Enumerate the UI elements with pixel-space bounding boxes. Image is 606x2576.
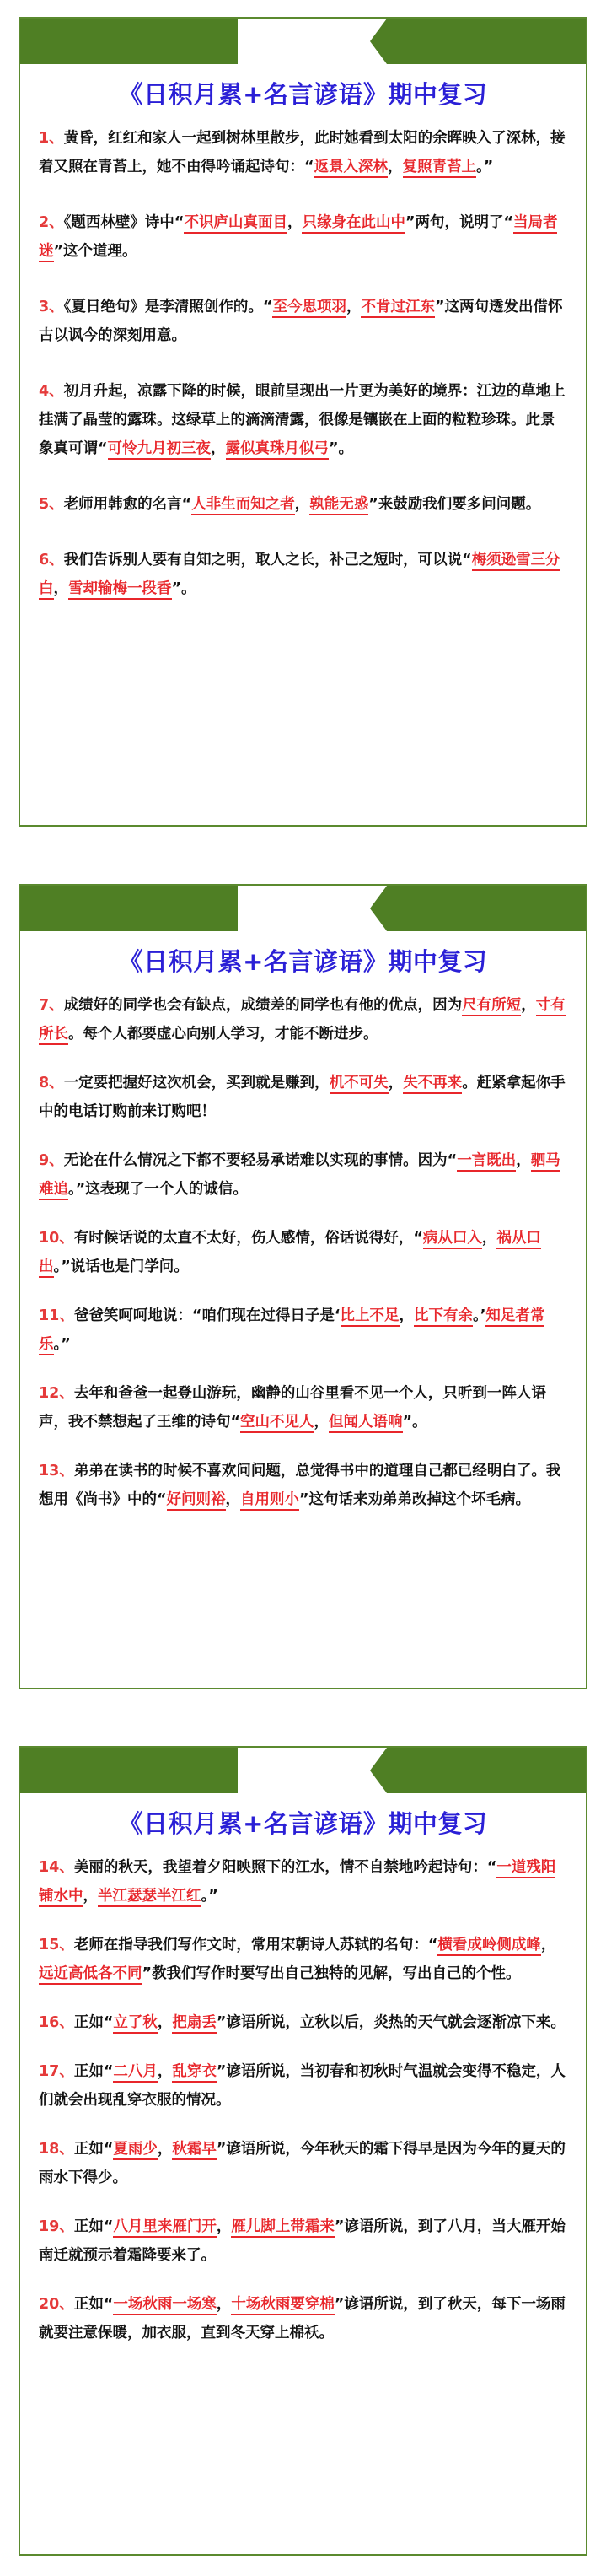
item-text: 。” [53, 1336, 71, 1353]
review-item [39, 1301, 566, 1359]
item-text: 《题西林壁》诗中“ [63, 214, 185, 231]
banner-notch [370, 19, 404, 64]
item-text: ”来鼓励我们要多问问题。 [368, 496, 541, 513]
review-item [39, 2057, 566, 2115]
item-text: ”谚语所说，立秋以后，炎热的天气就会逐渐凉下来。 [216, 2014, 566, 2031]
card-banner [20, 886, 586, 931]
item-text: 。”这表现了一个人的诚信。 [68, 1181, 248, 1198]
answer-highlight: 驷马难追 [39, 1152, 560, 1200]
review-item [39, 1224, 566, 1281]
item-number: 7、 [39, 997, 64, 1014]
item-number: 13、 [39, 1463, 74, 1479]
item-text: ， [157, 2063, 173, 2080]
item-text: 。每个人都要虚心向别人学习，才能不断进步。 [68, 1026, 378, 1043]
item-text: ， [157, 2014, 173, 2031]
item-text: ”。 [402, 1414, 427, 1431]
item-number: 5、 [39, 496, 64, 513]
review-item [39, 2135, 566, 2192]
item-text: ”两句，说明了“ [405, 214, 513, 231]
item-text: ， [540, 1937, 556, 1954]
item-text: ， [225, 1491, 241, 1508]
answer-highlight: 露似真珠月似弓 [226, 440, 330, 460]
review-item [39, 1146, 566, 1204]
review-card-1 [19, 17, 587, 827]
banner-tab [238, 886, 370, 931]
item-text: 黄昏，红红和家人一起到树林里散步，此时她看到太阳的余晖映入了深林，接着又照在青苔上，她不由得吟诵起诗句：“ [39, 130, 566, 175]
answer-highlight: 当局者迷 [39, 214, 557, 262]
answer-highlight: 失不再来 [403, 1075, 462, 1094]
item-text: 有时候话说的太直不太好，伤人感情，俗话说得好，“ [73, 1230, 423, 1247]
review-item [39, 490, 566, 519]
item-text: ， [216, 2218, 232, 2235]
item-number: 10、 [39, 1230, 74, 1247]
answer-highlight: 雪却输梅一段香 [68, 580, 172, 600]
item-text: 无论在什么情况之下都不要轻易承诺难以实现的事情。因为“ [63, 1152, 458, 1169]
item-text: ， [346, 299, 362, 315]
item-number: 3、 [39, 299, 64, 315]
item-text: ”。 [171, 580, 196, 597]
answer-highlight: 远近高低各不同 [39, 1965, 142, 1985]
item-number: 15、 [39, 1937, 74, 1954]
item-text: ， [388, 159, 403, 175]
answer-highlight: 不识庐山真面目 [184, 214, 287, 234]
item-text: 。”说话也是门学问。 [53, 1258, 189, 1275]
item-text: ”谚语所说，到了八月，当大雁开始南迁就预示着霜降要来了。 [39, 2218, 566, 2264]
item-text: ， [216, 2296, 232, 2313]
item-text: 正如“ [73, 2296, 114, 2313]
answer-highlight: 不肯过江东 [361, 299, 435, 318]
banner-notch [370, 1748, 404, 1793]
answer-highlight: 机不可失 [330, 1075, 389, 1094]
card-items [20, 1853, 586, 2347]
answer-highlight: 十场秋雨要穿棉 [231, 2296, 335, 2315]
item-text: 美丽的秋天，我望着夕阳映照下的江水，情不自禁地吟起诗句：“ [73, 1859, 497, 1876]
item-text: 弟弟在读书的时候不喜欢问问题，总觉得书中的道理自己都已经明白了。我想用《尚书》中的“ [39, 1463, 561, 1508]
card-title: 《日积月累+名言谚语》期中复习 [118, 947, 488, 976]
review-item [39, 2212, 566, 2270]
card-banner [20, 19, 586, 64]
item-number: 1、 [39, 130, 64, 147]
answer-highlight: 乱穿衣 [172, 2063, 217, 2083]
answer-highlight: 好问则裕 [167, 1491, 226, 1511]
answer-highlight: 立了秋 [113, 2014, 158, 2034]
item-number: 6、 [39, 552, 64, 569]
answer-highlight: 寸有所长 [39, 997, 566, 1045]
answer-highlight: 知足者常乐 [39, 1307, 544, 1355]
answer-highlight: 八月里来雁门开 [113, 2218, 217, 2238]
item-text: ”。 [329, 440, 354, 457]
item-text: ， [287, 214, 303, 231]
item-text: 初月升起，凉露下降的时候，眼前呈现出一片更为美好的境界：江边的草地上挂满了晶莹的露珠。这绿草上的滴滴清露，很像是镶嵌在上面的粒粒珍珠。此景象真可谓“ [39, 383, 566, 457]
item-text: 《夏日绝句》是李清照创作的。“ [63, 299, 273, 315]
item-number: 20、 [39, 2296, 74, 2313]
answer-highlight: 返景入深林 [314, 159, 389, 178]
review-item [39, 1853, 566, 1910]
item-text: ， [83, 1888, 98, 1905]
item-text: ， [53, 580, 68, 597]
card-title: 《日积月累+名言谚语》期中复习 [118, 80, 488, 109]
card-items [20, 991, 586, 1514]
answer-highlight: 孰能无惑 [309, 496, 368, 515]
item-text: ， [481, 1230, 497, 1247]
answer-highlight: 把扇丢 [172, 2014, 217, 2034]
answer-highlight: 秋霜早 [172, 2141, 217, 2160]
answer-highlight: 至今思项羽 [272, 299, 346, 318]
item-text: 。” [201, 1888, 218, 1905]
item-number: 17、 [39, 2063, 74, 2080]
review-item [39, 991, 566, 1048]
card-banner [20, 1748, 586, 1793]
item-text: 一定要把握好这次机会，买到就是赚到， [63, 1075, 330, 1091]
item-text: 成绩好的同学也会有缺点，成绩差的同学也有他的优点，因为 [63, 997, 463, 1014]
review-item [39, 546, 566, 603]
item-number: 12、 [39, 1385, 74, 1402]
item-text: ， [521, 997, 536, 1014]
item-text: 老师在指导我们写作文时，常用宋朝诗人苏轼的名句：“ [73, 1937, 438, 1954]
item-number: 4、 [39, 383, 64, 400]
item-text: 。” [476, 159, 494, 175]
item-text: 我们告诉别人要有自知之明，取人之长，补己之短时，可以说“ [63, 552, 472, 569]
review-item [39, 377, 566, 463]
review-item [39, 208, 566, 266]
answer-highlight: 祸从口出 [39, 1230, 541, 1278]
answer-highlight: 人非生而知之者 [191, 496, 295, 515]
answer-highlight: 比上不足 [341, 1307, 400, 1327]
banner-notch [370, 886, 404, 931]
item-text: 。赶紧拿起你手中的电话订购前来订购吧！ [39, 1075, 566, 1120]
item-text: ”谚语所说，到了秋天，每下一场雨就要注意保暖，加衣服，直到冬天穿上棉袄。 [39, 2296, 566, 2342]
answer-highlight: 雁儿脚上带霜来 [231, 2218, 335, 2238]
item-text: ”谚语所说，今年秋天的霜下得早是因为今年的夏天的雨水下得少。 [39, 2141, 566, 2186]
review-item [39, 1379, 566, 1436]
item-number: 16、 [39, 2014, 74, 2031]
item-number: 2、 [39, 214, 64, 231]
review-item [39, 2290, 566, 2347]
answer-highlight: 病从口入 [423, 1230, 482, 1249]
answer-highlight: 一场秋雨一场寒 [113, 2296, 217, 2315]
banner-tab [238, 1748, 370, 1793]
item-text: ， [388, 1075, 404, 1091]
answer-highlight: 比下有余 [414, 1307, 473, 1327]
item-text: ， [294, 496, 310, 513]
item-text: 正如“ [73, 2218, 114, 2235]
review-item [39, 2008, 566, 2037]
item-text: 爸爸笑呵呵地说：“咱们现在过得日子是‘ [73, 1307, 341, 1324]
answer-highlight: 可怜九月初三夜 [108, 440, 212, 460]
review-card-2 [19, 884, 587, 1689]
item-number: 19、 [39, 2218, 74, 2235]
answer-highlight: 一道残阳铺水中 [39, 1859, 555, 1907]
answer-highlight: 横看成岭侧成峰 [437, 1937, 541, 1956]
item-text: ， [399, 1307, 415, 1324]
item-text: ， [211, 440, 226, 457]
review-item [39, 1457, 566, 1514]
review-card-3 [19, 1746, 587, 2556]
answer-highlight: 夏雨少 [113, 2141, 158, 2160]
answer-highlight: 但闻人语响 [329, 1414, 403, 1433]
item-text: ”这两句透发出借怀古以讽今的深刻用意。 [39, 299, 563, 344]
answer-highlight: 复照青苔上 [403, 159, 477, 178]
answer-highlight: 二八月 [113, 2063, 158, 2083]
review-item [39, 293, 566, 350]
item-text: 。’ [473, 1307, 486, 1324]
item-number: 9、 [39, 1152, 64, 1169]
answer-highlight: 一言既出 [457, 1152, 516, 1172]
answer-highlight: 半江瑟瑟半江红 [98, 1888, 201, 1907]
answer-highlight: 空山不见人 [240, 1414, 314, 1433]
item-text: 正如“ [73, 2141, 114, 2158]
item-text: ， [157, 2141, 173, 2158]
item-text: ”这个道理。 [53, 243, 137, 260]
item-number: 18、 [39, 2141, 74, 2158]
item-text: 正如“ [73, 2063, 114, 2080]
answer-highlight: 只缘身在此山中 [302, 214, 405, 234]
review-item [39, 124, 566, 181]
banner-tab [238, 19, 370, 64]
item-text: ， [516, 1152, 531, 1169]
item-text: 正如“ [73, 2014, 114, 2031]
item-number: 14、 [39, 1859, 74, 1876]
card-items [20, 124, 586, 603]
item-text: 去年和爸爸一起登山游玩，幽静的山谷里看不见一个人，只听到一阵人语声，我不禁想起了王维的诗句“ [39, 1385, 546, 1431]
answer-highlight: 尺有所短 [462, 997, 521, 1016]
item-text: ， [314, 1414, 330, 1431]
item-text: ”这句话来劝弟弟改掉这个坏毛病。 [299, 1491, 531, 1508]
answer-highlight: 梅须逊雪三分白 [39, 552, 560, 600]
card-title: 《日积月累+名言谚语》期中复习 [118, 1809, 488, 1838]
item-text: ”教我们写作时要写出自己独特的见解，写出自己的个性。 [142, 1965, 521, 1982]
item-text: ”谚语所说，当初春和初秋时气温就会变得不稳定，人们就会出现乱穿衣服的情况。 [39, 2063, 566, 2109]
item-text: 老师用韩愈的名言“ [63, 496, 192, 513]
answer-highlight: 自用则小 [240, 1491, 299, 1511]
item-number: 11、 [39, 1307, 74, 1324]
review-item [39, 1069, 566, 1126]
review-item [39, 1931, 566, 1988]
item-number: 8、 [39, 1075, 64, 1091]
